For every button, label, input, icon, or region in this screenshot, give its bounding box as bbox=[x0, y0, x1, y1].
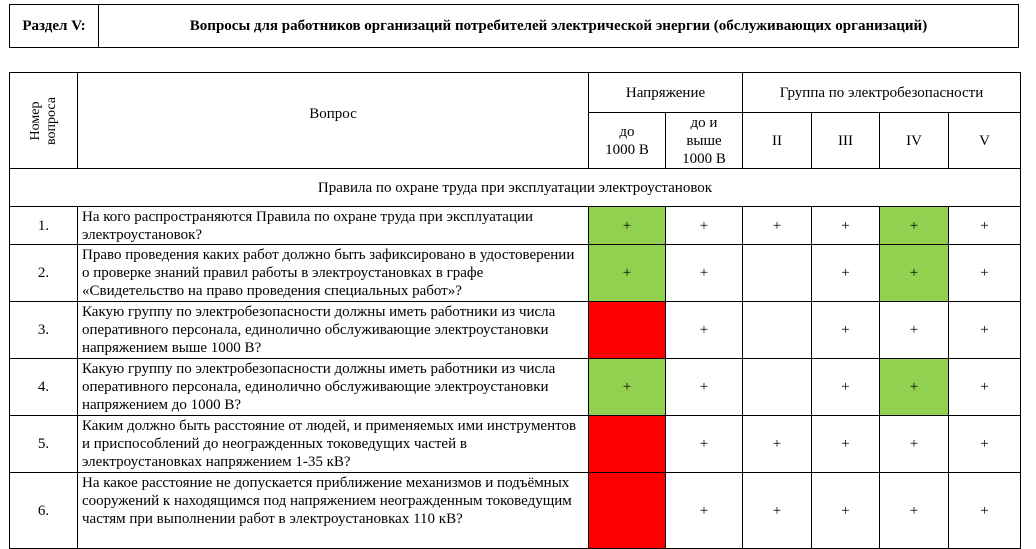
mark-cell: + bbox=[666, 416, 743, 473]
mark-cell: + bbox=[949, 473, 1021, 549]
mark-cell: + bbox=[589, 245, 666, 302]
mark-cell: + bbox=[812, 245, 880, 302]
mark-cell: + bbox=[743, 416, 812, 473]
mark-cell: + bbox=[949, 207, 1021, 245]
mark-cell bbox=[589, 416, 666, 473]
mark-cell: + bbox=[812, 302, 880, 359]
mark-cell bbox=[589, 302, 666, 359]
mark-cell: + bbox=[880, 302, 949, 359]
mark-cell: + bbox=[666, 473, 743, 549]
row-number: 6. bbox=[10, 473, 78, 549]
table-row bbox=[10, 473, 1021, 549]
mark-cell: + bbox=[812, 359, 880, 416]
section-header bbox=[9, 4, 1019, 48]
header-safety-col: II bbox=[743, 113, 812, 169]
row-number: 4. bbox=[10, 359, 78, 416]
mark-cell: + bbox=[743, 207, 812, 245]
mark-cell: + bbox=[812, 473, 880, 549]
mark-cell: + bbox=[589, 359, 666, 416]
mark-cell: + bbox=[949, 416, 1021, 473]
row-question: На какое расстояние не допускается приближение механизмов и подъёмных сооружений к находящимся под напряжением неогражденным токоведущим частям при выполнении работ в электроустановках 110 кВ? bbox=[78, 473, 589, 549]
mark-cell: + bbox=[949, 302, 1021, 359]
header-question: Вопрос bbox=[78, 73, 589, 169]
row-number: 3. bbox=[10, 302, 78, 359]
row-number: 2. bbox=[10, 245, 78, 302]
header-voltage-group: Напряжение bbox=[589, 73, 743, 113]
header-number-label: Номер вопроса bbox=[27, 96, 59, 145]
header-safety-col: III bbox=[812, 113, 880, 169]
mark-cell: + bbox=[880, 359, 949, 416]
mark-cell: + bbox=[666, 245, 743, 302]
mark-cell: + bbox=[880, 207, 949, 245]
section-title: Вопросы для работников организаций потребителей электрической энергии (обслуживающих организаций) bbox=[189, 17, 928, 34]
mark-cell: + bbox=[743, 473, 812, 549]
questions-table bbox=[9, 72, 1021, 549]
table-row bbox=[10, 359, 1021, 416]
mark-cell: + bbox=[880, 473, 949, 549]
row-number: 5. bbox=[10, 416, 78, 473]
mark-cell: + bbox=[666, 359, 743, 416]
section-row-title: Правила по охране труда при эксплуатации электроустановок bbox=[10, 169, 1021, 207]
row-question: Каким должно быть расстояние от людей, и применяемых ими инструментов и приспособлений до неогражденных токоведущих частей в электроустановках напряжением 1-35 кВ? bbox=[78, 416, 589, 473]
mark-cell: + bbox=[812, 416, 880, 473]
header-safety-group: Группа по электробезопасности bbox=[743, 73, 1021, 113]
table-row bbox=[10, 207, 1021, 245]
mark-cell: + bbox=[666, 207, 743, 245]
header-safety-col: V bbox=[949, 113, 1021, 169]
mark-cell bbox=[743, 359, 812, 416]
mark-cell: + bbox=[949, 359, 1021, 416]
section-label: Раздел V: bbox=[10, 5, 99, 47]
table-row bbox=[10, 302, 1021, 359]
header-number bbox=[10, 73, 78, 169]
row-question: Какую группу по электробезопасности должны иметь работники из числа оперативного персонала, единолично обслуживающие электроустановки напряжением выше 1000 В? bbox=[78, 302, 589, 359]
section-row bbox=[10, 169, 1021, 207]
mark-cell bbox=[589, 473, 666, 549]
header-safety-col: IV bbox=[880, 113, 949, 169]
mark-cell: + bbox=[949, 245, 1021, 302]
table-row bbox=[10, 245, 1021, 302]
mark-cell: + bbox=[589, 207, 666, 245]
row-question: Право проведения каких работ должно быть зафиксировано в удостоверении о проверке знаний правил работы в электроустановках в графе «Свидетельство на право проведения специальных работ»? bbox=[78, 245, 589, 302]
row-question: На кого распространяются Правила по охране труда при эксплуатации электроустановок? bbox=[78, 207, 589, 245]
mark-cell bbox=[743, 302, 812, 359]
mark-cell bbox=[743, 245, 812, 302]
row-question: Какую группу по электробезопасности должны иметь работники из числа оперативного персонала, единолично обслуживающие электроустановки напряжением до 1000 В? bbox=[78, 359, 589, 416]
mark-cell: + bbox=[812, 207, 880, 245]
row-number: 1. bbox=[10, 207, 78, 245]
header-voltage-col: до и выше 1000 В bbox=[666, 113, 743, 169]
mark-cell: + bbox=[880, 245, 949, 302]
table-row bbox=[10, 416, 1021, 473]
mark-cell: + bbox=[880, 416, 949, 473]
mark-cell: + bbox=[666, 302, 743, 359]
header-voltage-col: до 1000 В bbox=[589, 113, 666, 169]
